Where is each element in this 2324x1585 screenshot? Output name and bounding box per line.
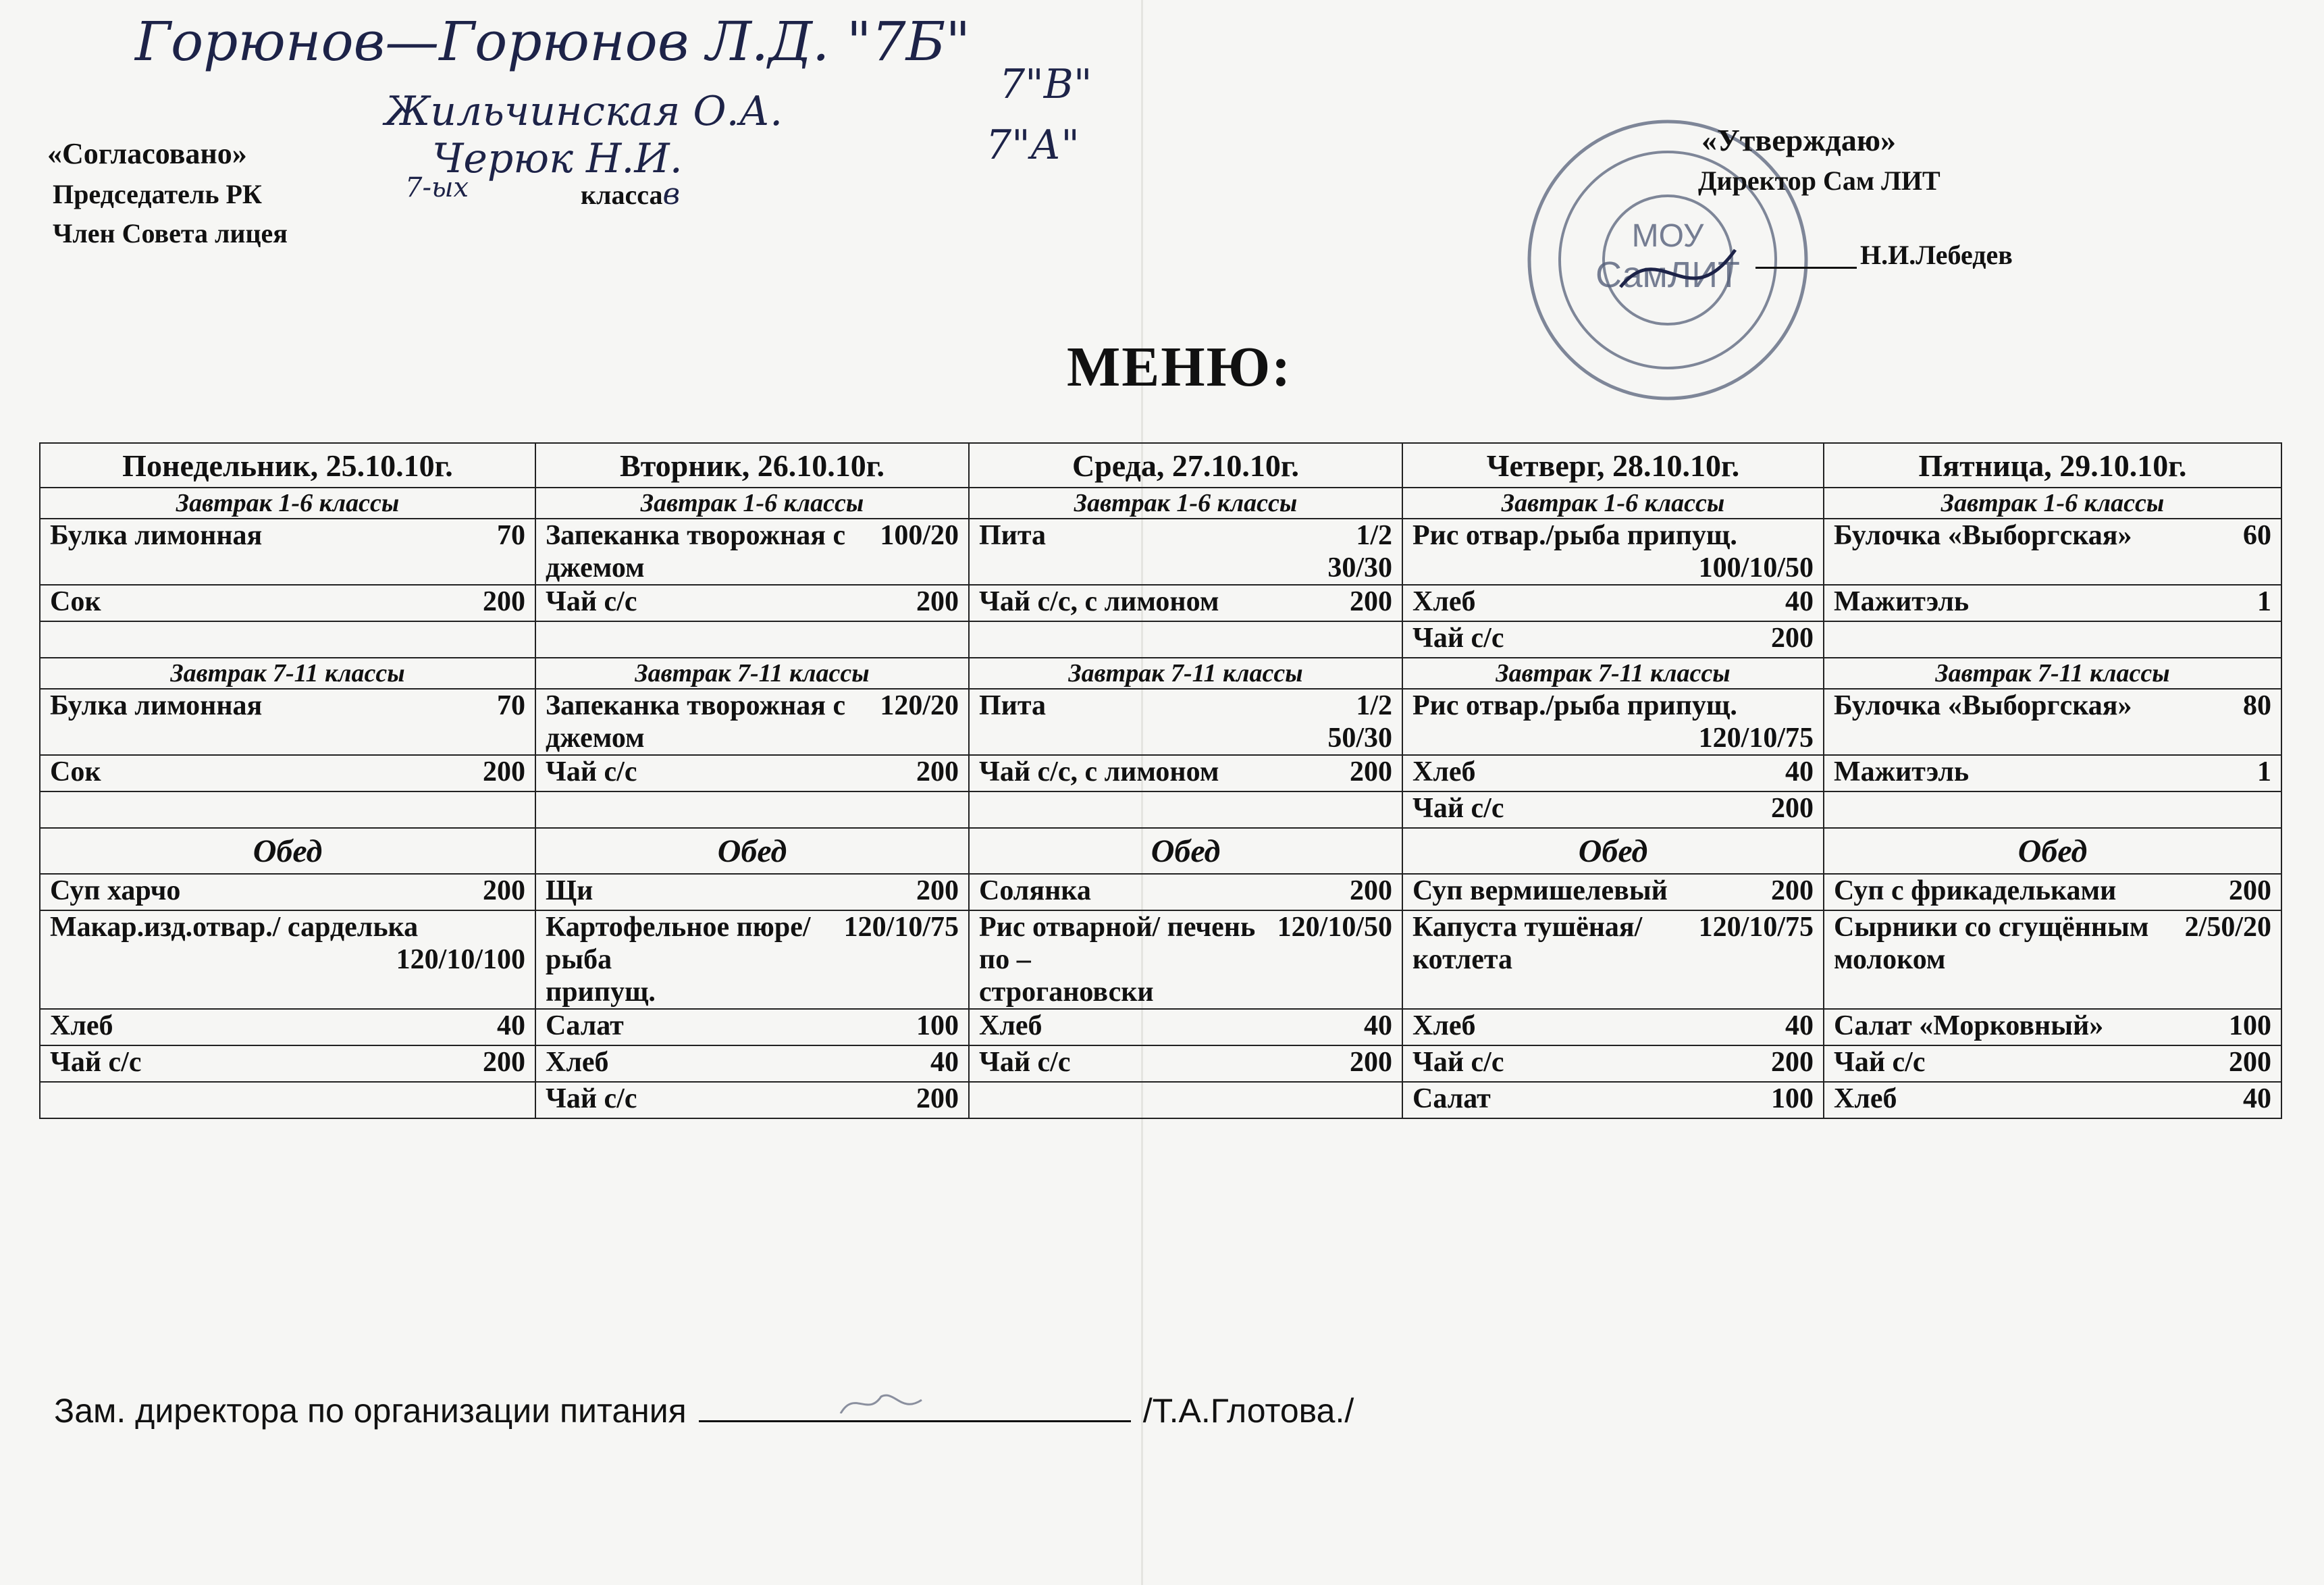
menu-item <box>1412 622 1814 654</box>
menu-cell <box>40 910 535 1009</box>
dish-name: Мажитэль <box>1834 586 1970 617</box>
dish-portion: 120/10/100 <box>396 944 525 975</box>
dish-portion: 200 <box>916 875 959 906</box>
dish-portion: 1/2 30/30 <box>1327 520 1392 583</box>
dish-portion: 200 <box>2229 1047 2271 1078</box>
menu-cell <box>535 791 969 828</box>
dish-name: Хлеб <box>1834 1083 1897 1114</box>
menu-row <box>40 689 2281 755</box>
menu-cell <box>1824 519 2281 585</box>
menu-item <box>50 519 525 552</box>
menu-cell <box>40 1009 535 1045</box>
menu-cell <box>969 519 1402 585</box>
lunch-heading-row <box>40 828 2281 874</box>
menu-item <box>979 519 1392 584</box>
menu-item <box>1412 911 1814 976</box>
dish-name: Мажитэль <box>1834 756 1970 787</box>
dish-portion: 120/10/50 <box>1277 912 1392 943</box>
dish-name: Рис отвар./рыба припущ. <box>1412 690 1737 721</box>
dish-name: Пита <box>979 520 1047 551</box>
dish-name: Хлеб <box>1412 1010 1476 1041</box>
dish-portion: 1 <box>2257 586 2271 617</box>
dish-portion: 200 <box>483 586 525 617</box>
dish-name: Чай с/с <box>1412 623 1504 654</box>
dish-portion: 200 <box>1771 623 1814 654</box>
menu-cell <box>1824 791 2281 828</box>
menu-cell <box>40 874 535 910</box>
menu-cell <box>1824 1082 2281 1118</box>
dish-portion: 60 <box>2243 520 2271 551</box>
menu-cell <box>1402 910 1824 1009</box>
dish-name: Чай с/с, с лимоном <box>979 586 1219 617</box>
dish-portion: 40 <box>2243 1083 2271 1114</box>
dish-portion: 200 <box>1350 875 1392 906</box>
dish-name: Чай с/с, с лимоном <box>979 756 1219 787</box>
dish-name: Хлеб <box>1412 756 1476 787</box>
dish-portion: 200 <box>1350 756 1392 787</box>
meal-heading: Завтрак 1-6 классы <box>535 488 969 519</box>
dish-name: Сок <box>50 756 101 787</box>
menu-item <box>1412 1046 1814 1079</box>
class-label: классав <box>581 177 681 211</box>
menu-row <box>40 874 2281 910</box>
dish-name: Хлеб <box>979 1010 1042 1041</box>
dish-name: Запеканка творожная с джемом <box>546 520 846 583</box>
day-header: Понедельник, 25.10.10г. <box>40 443 535 488</box>
menu-row <box>40 1045 2281 1082</box>
day-header: Четверг, 28.10.10г. <box>1402 443 1824 488</box>
dish-portion: 100 <box>1771 1083 1814 1114</box>
handwritten-line-2-name: Жильчинская О.А. <box>385 88 783 135</box>
dish-name: Рис отварной/ печень по – строгановски <box>979 912 1256 1008</box>
meal-heading: Завтрак 1-6 классы <box>1824 488 2281 519</box>
director-name: Н.И.Лебедев <box>1860 240 2013 270</box>
menu-cell <box>40 791 535 828</box>
menu-item <box>1412 756 1814 788</box>
menu-cell <box>1824 621 2281 658</box>
dish-portion: 200 <box>916 586 959 617</box>
menu-item <box>50 586 525 618</box>
dish-name: Хлеб <box>1412 586 1476 617</box>
dish-name: Картофельное пюре/рыба припущ. <box>546 912 811 1008</box>
dish-name: Запеканка творожная с джемом <box>546 690 846 754</box>
menu-cell <box>40 621 535 658</box>
dish-portion: 80 <box>2243 690 2271 721</box>
meal-heading: Обед <box>1402 828 1824 874</box>
menu-cell <box>1402 1045 1824 1082</box>
dish-name: Чай с/с <box>50 1047 142 1078</box>
dish-name: Булка лимонная <box>50 520 263 551</box>
dish-name: Чай с/с <box>1834 1047 1926 1078</box>
dish-portion: 200 <box>1771 1047 1814 1078</box>
stamp-main-text: СамЛИТ <box>1595 255 1740 295</box>
dish-name: Салат <box>1412 1083 1491 1114</box>
meal-heading: Завтрак 7-11 классы <box>969 658 1402 689</box>
menu-cell <box>1824 1045 2281 1082</box>
menu-cell <box>969 1082 1402 1118</box>
menu-row <box>40 519 2281 585</box>
breakfast-7-11-heading-row <box>40 658 2281 689</box>
dish-name: Салат <box>546 1010 624 1041</box>
dish-name: Булка лимонная <box>50 690 263 721</box>
dish-name: Солянка <box>979 875 1091 906</box>
menu-item <box>1834 519 2271 552</box>
dish-portion: 120/10/75 <box>1698 723 1814 754</box>
menu-item <box>1834 586 2271 618</box>
handwritten-line-3-name: Черюк Н.И. <box>432 135 683 182</box>
menu-cell <box>1824 585 2281 621</box>
menu-item <box>1834 690 2271 722</box>
day-header: Среда, 27.10.10г. <box>969 443 1402 488</box>
dish-name: Чай с/с <box>1412 793 1504 824</box>
day-header: Пятница, 29.10.10г. <box>1824 443 2281 488</box>
menu-item <box>50 690 525 722</box>
menu-item <box>979 1010 1392 1042</box>
dish-name: Хлеб <box>50 1010 113 1041</box>
dish-portion: 100 <box>2229 1010 2271 1041</box>
menu-item <box>1412 875 1814 907</box>
dish-portion: 200 <box>1350 1047 1392 1078</box>
stamp-top-text: МОУ <box>1631 218 1704 254</box>
dish-portion: 200 <box>1771 793 1814 824</box>
meal-heading: Завтрак 1-6 классы <box>1402 488 1824 519</box>
meal-heading: Завтрак 1-6 классы <box>40 488 535 519</box>
menu-item <box>1834 1083 2271 1115</box>
menu-item <box>546 690 959 754</box>
dish-portion: 200 <box>483 1047 525 1078</box>
menu-item <box>50 756 525 788</box>
menu-cell <box>1402 1082 1824 1118</box>
approve-heading: «Утверждаю» <box>1701 123 1896 157</box>
menu-item <box>1412 586 1814 618</box>
handwritten-class-note: 7-ых <box>405 172 469 203</box>
day-header: Вторник, 26.10.10г. <box>535 443 969 488</box>
menu-item <box>546 875 959 907</box>
menu-cell <box>1824 910 2281 1009</box>
dish-name: Салат «Морковный» <box>1834 1010 2104 1041</box>
meal-heading: Обед <box>969 828 1402 874</box>
days-header-row <box>40 443 2281 488</box>
menu-item <box>50 875 525 907</box>
dish-name: Чай с/с <box>546 586 637 617</box>
dish-portion: 120/20 <box>880 690 959 721</box>
menu-item <box>1834 1010 2271 1042</box>
menu-cell <box>1824 1009 2281 1045</box>
menu-item <box>1834 1046 2271 1079</box>
footer-signature-line <box>54 1391 1354 1430</box>
menu-cell <box>535 689 969 755</box>
menu-cell <box>1824 755 2281 791</box>
menu-item <box>979 690 1392 754</box>
dish-name: Чай с/с <box>979 1047 1071 1078</box>
menu-cell <box>969 621 1402 658</box>
footer-name: /Т.А.Глотова./ <box>1142 1392 1354 1430</box>
menu-cell <box>535 1009 969 1045</box>
dish-portion: 70 <box>497 690 525 721</box>
dish-name: Сок <box>50 586 101 617</box>
menu-cell <box>969 585 1402 621</box>
dish-portion: 200 <box>1350 586 1392 617</box>
dish-portion: 100 <box>916 1010 959 1041</box>
meal-heading: Завтрак 7-11 классы <box>535 658 969 689</box>
menu-item <box>50 911 525 976</box>
breakfast-1-6-heading-row <box>40 488 2281 519</box>
menu-item <box>546 1083 959 1115</box>
menu-cell <box>535 1045 969 1082</box>
menu-item <box>50 1046 525 1079</box>
dish-name: Суп харчо <box>50 875 181 906</box>
council-member-label: Член Совета лицея <box>53 218 288 249</box>
menu-cell <box>40 1082 535 1118</box>
dish-portion: 200 <box>483 875 525 906</box>
dish-name: Булочка «Выборгская» <box>1834 690 2132 721</box>
menu-cell <box>1402 585 1824 621</box>
menu-item <box>1412 1010 1814 1042</box>
menu-cell <box>1824 689 2281 755</box>
dish-portion: 70 <box>497 520 525 551</box>
menu-row <box>40 910 2281 1009</box>
menu-row <box>40 585 2281 621</box>
director-position: Директор Сам ЛИТ <box>1698 165 1940 196</box>
menu-item <box>979 1046 1392 1079</box>
dish-name: Сырники со сгущённым молоком <box>1834 912 2149 975</box>
dish-portion: 200 <box>483 756 525 787</box>
menu-item <box>1834 756 2271 788</box>
menu-cell <box>1402 874 1824 910</box>
menu-cell <box>969 689 1402 755</box>
director-signature-line <box>1755 240 1857 269</box>
menu-table <box>39 442 2282 1119</box>
menu-cell <box>535 519 969 585</box>
dish-portion: 200 <box>1771 875 1814 906</box>
menu-cell <box>535 621 969 658</box>
dish-name: Булочка «Выборгская» <box>1834 520 2132 551</box>
dish-name: Пита <box>979 690 1047 721</box>
dish-portion: 1 <box>2257 756 2271 787</box>
menu-cell <box>40 585 535 621</box>
menu-cell <box>969 1045 1402 1082</box>
menu-cell <box>535 755 969 791</box>
dish-name: Щи <box>546 875 593 906</box>
dish-portion: 1/2 50/30 <box>1327 690 1392 754</box>
meal-heading: Обед <box>535 828 969 874</box>
menu-cell <box>1402 755 1824 791</box>
chair-label: Председатель РК <box>53 179 262 209</box>
menu-item <box>979 586 1392 618</box>
dish-portion: 40 <box>497 1010 525 1041</box>
menu-item <box>1412 1083 1814 1115</box>
handwritten-line-1: Горюнов—Горюнов Л.Д. "7Б" <box>135 10 971 73</box>
menu-cell <box>40 1045 535 1082</box>
dish-portion: 120/10/75 <box>1698 912 1814 943</box>
dish-name: Чай с/с <box>546 756 637 787</box>
dish-name: Чай с/с <box>546 1083 637 1114</box>
dish-portion: 40 <box>1364 1010 1392 1041</box>
meal-heading: Завтрак 7-11 классы <box>1402 658 1824 689</box>
menu-cell <box>535 1082 969 1118</box>
dish-portion: 200 <box>916 1083 959 1114</box>
menu-cell <box>1402 1009 1824 1045</box>
menu-item <box>979 756 1392 788</box>
dish-portion: 40 <box>1785 1010 1814 1041</box>
menu-item <box>546 519 959 584</box>
menu-item <box>546 1046 959 1079</box>
dish-portion: 120/10/75 <box>843 912 959 943</box>
menu-cell <box>969 755 1402 791</box>
menu-cell <box>969 791 1402 828</box>
menu-item <box>50 1010 525 1042</box>
menu-cell <box>1402 689 1824 755</box>
menu-cell <box>969 874 1402 910</box>
menu-cell <box>535 585 969 621</box>
handwritten-line-3-class: 7"А" <box>986 122 1080 169</box>
menu-item <box>546 911 959 1008</box>
menu-cell <box>40 519 535 585</box>
dish-portion: 40 <box>930 1047 959 1078</box>
menu-row <box>40 755 2281 791</box>
menu-cell <box>1824 874 2281 910</box>
dish-name: Суп вермишелевый <box>1412 875 1668 906</box>
menu-cell <box>969 910 1402 1009</box>
signature-blank <box>699 1393 1131 1422</box>
menu-cell <box>1402 519 1824 585</box>
menu-cell <box>1402 621 1824 658</box>
agreed-heading: «Согласовано» <box>47 137 247 170</box>
menu-item <box>1412 519 1814 584</box>
menu-item <box>979 875 1392 907</box>
menu-row <box>40 621 2281 658</box>
meal-heading: Обед <box>1824 828 2281 874</box>
footer-position: Зам. директора по организации питания <box>54 1392 687 1430</box>
menu-row <box>40 1082 2281 1118</box>
dish-name: Хлеб <box>546 1047 609 1078</box>
menu-item <box>546 1010 959 1042</box>
menu-row <box>40 791 2281 828</box>
dish-name: Макар.изд.отвар./ сарделька <box>50 912 419 943</box>
meal-heading: Завтрак 1-6 классы <box>969 488 1402 519</box>
dish-portion: 200 <box>916 756 959 787</box>
menu-cell <box>535 874 969 910</box>
dish-portion: 200 <box>2229 875 2271 906</box>
menu-item <box>1412 690 1814 754</box>
dish-name: Рис отвар./рыба припущ. <box>1412 520 1737 551</box>
menu-item <box>1412 792 1814 825</box>
dish-portion: 2/50/20 <box>2184 912 2271 943</box>
page-title: МЕНЮ: <box>1067 336 1292 398</box>
dish-name: Суп с фрикадельками <box>1834 875 2117 906</box>
menu-item <box>546 586 959 618</box>
menu-cell <box>40 755 535 791</box>
dish-portion: 100/10/50 <box>1698 552 1814 583</box>
dish-portion: 40 <box>1785 586 1814 617</box>
dish-name: Чай с/с <box>1412 1047 1504 1078</box>
menu-cell <box>1402 791 1824 828</box>
meal-heading: Завтрак 7-11 классы <box>40 658 535 689</box>
menu-item <box>979 911 1392 1008</box>
handwritten-line-2-class: 7"В" <box>999 61 1092 108</box>
dish-portion: 100/20 <box>880 520 959 551</box>
dish-portion: 40 <box>1785 756 1814 787</box>
meal-heading: Обед <box>40 828 535 874</box>
footer-signature <box>699 1386 1131 1413</box>
meal-heading: Завтрак 7-11 классы <box>1824 658 2281 689</box>
menu-cell <box>40 689 535 755</box>
menu-item <box>1834 875 2271 907</box>
menu-cell <box>535 910 969 1009</box>
menu-item <box>1834 911 2271 976</box>
menu-cell <box>969 1009 1402 1045</box>
menu-item <box>546 756 959 788</box>
menu-row <box>40 1009 2281 1045</box>
dish-name: Капуста тушёная/ котлета <box>1412 912 1643 975</box>
